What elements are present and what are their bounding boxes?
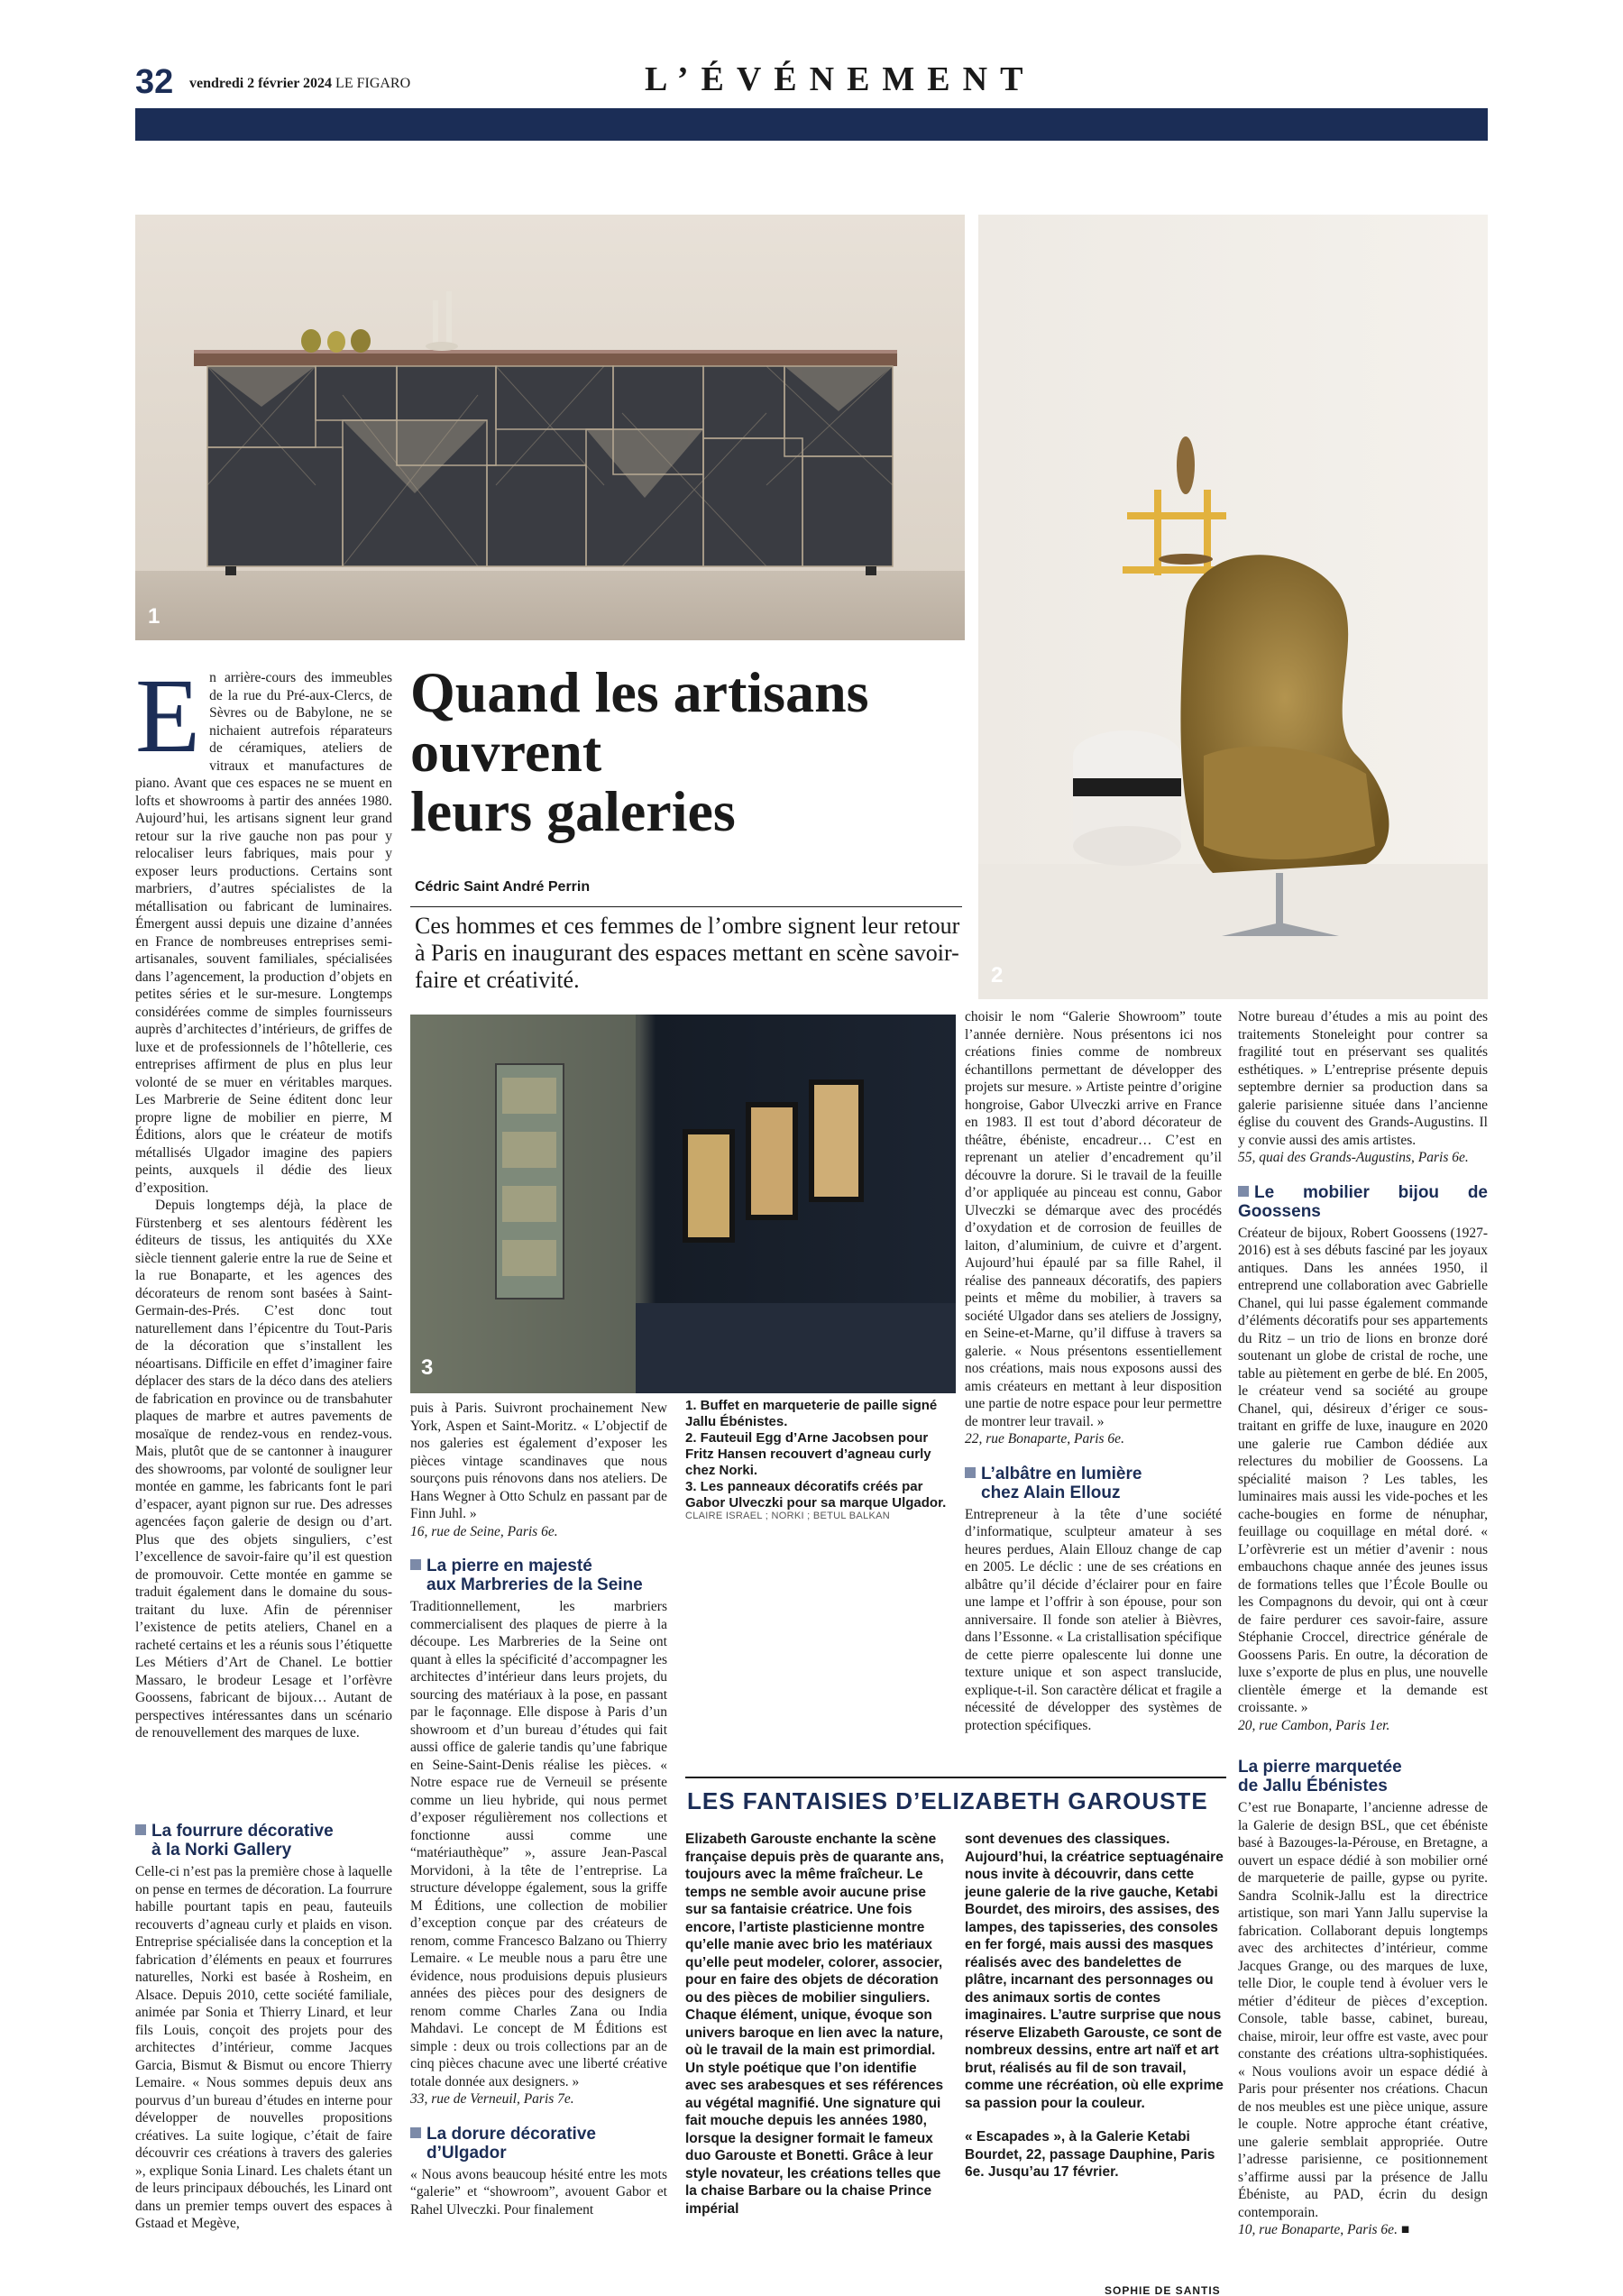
column-5	[1238, 1008, 1488, 2239]
byline: Cédric Saint André Perrin	[415, 879, 591, 895]
photo-buffet	[135, 215, 965, 640]
subhead-marbreries	[410, 1557, 667, 1594]
subhead-line: L’albâtre en lumière	[981, 1464, 1142, 1483]
subhead-goossens	[1238, 1183, 1488, 1221]
subhead-line: La pierre en majesté	[426, 1557, 592, 1575]
subhead-ellouz	[965, 1465, 1222, 1502]
article-title	[410, 660, 869, 843]
box-paragraph: sont devenues des classiques. Aujourd’hui, la créatrice septuagénaire nous invite à découvrir, dans cette jeune galerie de la rive gauche, Ketabi Bourdet, des miroirs, des assises, des lampes, des tapisseries, des consoles en fer forgé, mais aussi des masques réalisés avec des bandelettes de plâtre, incarnant des personnages ou des animaux sortis de contes imaginaires. L’autre surprise que nous réserve Elizabeth Garouste, ce sont de nombreux dessins, entre art naïf et art brut, réalisés au fil de son travail, comme une récréation, où elle exprime sa passion pour la couleur.	[965, 1832, 1224, 2111]
caption-line: 3. Les panneaux décoratifs créés par Gabor Ulveczki pour sa marque Ulgador.	[685, 1479, 947, 1511]
body-paragraph: Celle-ci n’est pas la première chose à laquelle on pense en termes de décoration. La fourrure habille pourtant tapis en peau, fauteuils recouverts d’agneau curly et plaids en vison. Entreprise spécialisée dans la conception et la fabrication d’éléments en peaux et fourrures naturelles, Norki est basée à Rosheim, en Alsace. Depuis 2010, cette société familiale, animée par Sonia et Thierry Linard, et leur fils Louis, conçoit des projets pour des architectes d’intérieur, comme Jacques Garcia, Bismut & Bismut ou encore Thierry Lemaire. « Nous sommes depuis deux ans pourvus d’un bureau d’études en interne pour développer de nouvelles propositions créatives. La suite logique, c’était de faire découvrir ces créations à travers des galeries », explique Sonia Linard. Les chalets étant un de leurs principaux débouchés, les Linard ont dans un premier temps ouvert des espaces à Gstaad et Megève,	[135, 1864, 392, 2231]
caption-line: 1. Buffet en marqueterie de paille signé Jallu Ébénistes.	[685, 1398, 938, 1429]
section-title: L’ÉVÉNEMENT	[645, 60, 1036, 98]
buffet-illustration	[135, 215, 965, 640]
bullet-square	[965, 1467, 976, 1478]
box-info: « Escapades », à la Galerie Ketabi Bourdet, 22, passage Dauphine, Paris 6e. Jusqu’au 17 février.	[965, 2129, 1215, 2180]
body-paragraph: C’est rue Bonaparte, l’ancienne adresse de la Galerie de design BSL, que cet ébéniste basé à Bazouges-la-Pérouse, en Bretagne, a ouvert un espace dédié à son mobilier orné de marqueterie de paille, gypse ou pyrite. Sandra Scolnik-Jallu est la directrice artistique, son mari Yann Jallu supervise la fabrication. Collaborant depuis longtemps avec des architectes d’intérieur, comme Jacques Grange, ou des marques de luxe, telle Dior, le couple tend à évoluer vers le métier d’éditeur de pièces d’exception. Console, table basse, cabinet, bureau, chaise, miroir, leur offre est vaste, avec pour constante des créations ultra-sophistiquées. « Nous voulions avoir un espace dédié à Paris pour présenter nos créations. Chacun de nos meubles est une pièce unique, assure le couple. Notre approche étant créative, une galerie semblait appropriée. Outre l’adresse parisienne, ce positionnement s’affirme aussi par la présence de Jallu Ébéniste, au PAD, écrin du design contemporain.	[1238, 1800, 1488, 2220]
bullet-square	[410, 2127, 421, 2138]
subhead-line: Le mobilier bijou de Goossens	[1238, 1182, 1488, 1221]
body-paragraph: Créateur de bijoux, Robert Goossens (1927-2016) est à ses débuts fasciné par les joyaux antiques. Dans les années 1950, il entreprend une collaboration avec Gabrielle Chanel, qui lui passe également commande d’éléments décoratifs pour ses appartements du Ritz – un trio de lions en bronze doré soutenant un globe de cristal de roche, une table au piètement en gerbe de blé. En 2005, le créateur vend sa société au groupe Chanel, qui, désireux d’ériger ce sous-traitant en griffe de luxe, inaugure en 2020 une galerie rue Cambon dédiée aux relectures du mobilier de Goossens. La spécialité maison ? Les tables, les luminaires mais aussi les vide-poches et les cache-bougies en forme de nénuphar, feuillage ou coquillage en métal doré. « L’orfèvrerie est un métier d’avenir : nous embauchons chaque année des jeunes issus de formations telles que l’École Boulle ou les Compagnons du devoir, qui ont à cœur de faire perdurer ces savoir-faire, assure Stéphanie Croccel, directrice générale de Goossens Paris. En outre, la décoration de luxe s’exporte de plus en plus, une nouvelle clientèle émerge et la demande est croissante. »	[1238, 1225, 1488, 1715]
body-paragraph: Traditionnellement, les marbriers commercialisent des plaques de pierre à la découpe. Les Marbreries de la Seine ont quant à elles la spécificité d’accompagner les architectes d’intérieur dans leurs projets, du sourcing des matériaux à la pose, en passant par le façonnage. Elle dispose à Paris d’un showroom et d’un bureau d’études qui fait aussi office de galerie tandis qu’une fabrique en Seine-Saint-Denis réalise les pièces. « Notre espace rue de Verneuil se présente comme un lieu hybride, qui nous permet d’exposer régulièrement nos collections et fonctionne aussi comme une “matériauthèque” », assure Jean-Pascal Morvidoni, à la tête de l’entreprise. La structure développe également, sous la griffe M Éditions, une collection de mobilier d’exception conçue par des créateurs de renom, comme Francesco Balzano ou Thierry Lemaire. « Le meuble nous a paru être une évidence, nous produisions depuis plusieurs années des pièces pour des designers de renom comme Charles Zana ou India Mahdavi. Le concept de M Éditions est simple : deux ou trois collections par an de cinq pièces chacune avec une liberté créative totale donnée aux designers. »	[410, 1599, 667, 2089]
caption-line: 2. Fauteuil Egg d’Arne Jacobsen pour Fritz Hansen recouvert d’agneau curly chez Norki.	[685, 1430, 931, 1478]
subhead-line: chez Alain Ellouz	[981, 1483, 1121, 1502]
column-4	[965, 1008, 1222, 1734]
body-paragraph: Depuis longtemps déjà, la place de Fürstenberg et ses alentours fédèrent les éditeurs de tissus, les antiquités du XXe siècle tiennent galerie entre la rue de Seine et la rue Bonaparte, et les agences des décorateurs de renom sont basées à Saint-Germain-des-Prés. C’est donc tout naturellement dans l’épicentre du Tout-Paris de la décoration que s’installent les néoartisans. Difficile en effet d’imaginer faire déplacer des stars de la déco dans des ateliers de fabrication en province ou de transbahuter plaques de marbre et autres pavements de mosaïque de rendez-vous en rendez-vous. Mais, plutôt que de se cantonner à inaugurer des showrooms, par volonté de souligner leur montée en gamme, les fabricants font le pari d’espacer, ayant pignon sur rue. Des adresses agencées façon galerie de design ou d’art. Plus que des objets singuliers, c’est l’excellence de savoir-faire qu’il est question de promouvoir. Cette montée en gamme se traduit également dans le domaine du sous-traitant du luxe. Afin de pérenniser l’existence de petits ateliers, Chanel en a racheté certains et les a réunis sous l’étiquette Les Métiers d’Art de Chanel. Le bottier Massaro, le brodeur Lesage et l’orfèvre Goossens, fabricant de bijoux… Autant de perspectives intéressantes dans un scénario de renouvellement des marques de luxe.	[135, 1198, 392, 1740]
subhead-line: à la Norki Gallery	[151, 1841, 292, 1860]
bullet-square	[1238, 1186, 1249, 1197]
header-bar	[135, 108, 1488, 141]
address: 10, rue Bonaparte, Paris 6e. ■	[1238, 2222, 1410, 2237]
subhead-line: de Jallu Ébénistes	[1238, 1777, 1388, 1795]
photo-number-3: 3	[421, 1355, 434, 1380]
photo-caption	[685, 1398, 956, 1511]
title-line: ouvrent	[410, 720, 602, 784]
intro-paragraph: n arrière-cours des immeubles de la rue du Pré-aux-Clercs, de Sèvres ou de Babylone, ne se nichaient autrefois réparateurs de céramiques, ateliers de vitraux et manufactures de piano. Avant que ces espaces ne se muent en lofts et showrooms à partir des années 1980. Aujourd’hui, les artisans signent leur grand retour sur la rive gauche non pas pour y relocaliser leurs fabriques, mais pour y exposer leurs productions. Certains sont marbriers, d’autres spécialistes de la métallisation ou fabricant de luminaires. Émergent aussi depuis une dizaine d’années en France de nombreuses entreprises semi-artisanales, souvent familiales, spécialisées dans l’agencement, la production d’objets en petites séries et le sur-mesure. Longtemps considérées comme de simples fournisseurs auprès d’architectes d’intérieurs, de griffes de luxe et de professionnels de l’hôtellerie, ces entreprises affirment de plus en plus leur volonté de se muer en véritables marques. Les Marbrerie de Seine éditent donc leur propre ligne de mobilier en pierre, M Éditions, alors que le créateur de motifs métallisés Ulgador imagine des papiers peints, auxquels il dédie des lieux d’exposition.	[135, 670, 392, 1196]
drop-cap: E	[135, 657, 201, 775]
address: 16, rue de Seine, Paris 6e.	[410, 1523, 558, 1539]
photo-credit: CLAIRE ISRAEL ; NORKI ; BETUL BALKAN	[685, 1511, 890, 1521]
egg-chair-illustration	[978, 215, 1488, 999]
bullet-square	[135, 1824, 146, 1835]
column-1	[135, 657, 392, 1742]
body-paragraph: Notre bureau d’études a mis au point des traitements Stoneleight pour contrer sa fragilité tout en préservant ses qualités esthétiques. » L’entreprise présente depuis septembre dernier sa production dans sa galerie parisienne située dans l’ancienne église du couvent des Grands-Augustins. Il y convie aussi des amis artistes.	[1238, 1009, 1488, 1148]
address: 33, rue de Verneuil, Paris 7e.	[410, 2091, 574, 2107]
body-paragraph: puis à Paris. Suivront prochainement New York, Aspen et Saint-Moritz. « L’objectif de nos galeries est également d’exposer les pièces vintage scandinaves que nous sourçons puis rénovons dans nos ateliers. De Hans Wegner à Otto Schulz en passant par de Finn Juhl. »	[410, 1401, 667, 1521]
box-column-2	[965, 1831, 1226, 2181]
subhead-ulgador	[410, 2125, 667, 2163]
subhead-line: d’Ulgador	[426, 2143, 507, 2163]
date-text: vendredi 2 février 2024	[189, 76, 333, 91]
bullet-square	[410, 1559, 421, 1570]
address: 22, rue Bonaparte, Paris 6e.	[965, 1431, 1124, 1446]
subhead-line: La fourrure décorative	[151, 1822, 334, 1841]
subhead-jallu	[1238, 1758, 1488, 1795]
article-lede: Ces hommes et ces femmes de l’ombre signent leur retour à Paris en inaugurant des espaces mettant en scène savoir-faire et créativité.	[415, 913, 960, 993]
title-line: leurs galeries	[410, 779, 736, 843]
body-paragraph: « Nous avons beaucoup hésité entre les mots “galerie” et “showroom”, avouent Gabor et Rahel Ulveczki. Pour finalement	[410, 2166, 667, 2218]
photo-number-1: 1	[148, 604, 160, 629]
column-1-norki	[135, 1822, 392, 2233]
body-paragraph: Entrepreneur à la tête d’une société d’informatique, sculpteur amateur à ses heures perdues, Alain Ellouz change de cap en 2005. Le déclic : une de ses créations en albâtre qu’il décide d’éclairer pour en faire une lampe et l’offrir à son épouse, pour son anniversaire. Il fonde son atelier à Bièvres, dans l’Essonne. « La cristallisation spécifique de cette pierre opalescente lui donne une texture unique et son aspect translucide, explique-t-il. Son caractère délicat et fragile a nécessité de développer des systèmes de protection spécifiques.	[965, 1506, 1222, 1733]
box-paragraph: Elizabeth Garouste enchante la scène française depuis près de quarante ans, toujours avec la même fraîcheur. Le temps ne semble avoir aucune prise sur sa fantaisie créatrice. Une fois encore, l’artiste plasticienne montre qu’elle manie avec brio les matériaux qu’elle peut modeler, colorer, associer, pour en faire des objets de décoration ou des pièces de mobilier singuliers. Chaque élément, unique, évoque son univers baroque en lien avec la nature, où le travail de la main est primordial. Un style poétique que l’on identifie avec ses arabesques et ses références au végétal magnifié. Une signature qui fait mouche depuis les années 1980, lorsque la designer formait le fameux duo Garouste et Bonetti. Grâce à leur style novateur, les créations telles que la chaise Barbare ou la chaise Prince impérial	[685, 1832, 944, 2217]
title-line: Quand les artisans	[410, 660, 869, 724]
issue-date	[189, 76, 410, 92]
photo-panels	[410, 1015, 956, 1393]
newspaper-name: LE FIGARO	[335, 76, 411, 91]
subhead-norki	[135, 1822, 392, 1860]
box-column-1	[685, 1831, 947, 2218]
body-paragraph: choisir le nom “Galerie Showroom” toute l’année dernière. Nous présentons ici nos créations finies comme de nombreux échantillons permettant de développer des projets sur mesure. » Artiste peintre d’origine hongroise, Gabor Ulveczki arrive en France en 1983. Il est tout d’abord décorateur de théâtre, ébéniste, encadreur… C’est en reprenant un atelier d’encadrement qu’il découvre la dorure. Si le travail de la feuille d’or appliquée au pinceau est connu, Gabor Ulveczki se démarque avec des procédés d’oxydation et de corrosion de feuilles de laiton, d’aluminium, de cuivre et d’argent. Aujourd’hui épaulé par sa fille Rahel, il réalise des panneaux décoratifs, des papiers peints et même du mobilier, à travers sa société Ulgador dans ses ateliers de Jossigny, en Seine-et-Marne, qu’il diffuse à travers sa galerie. « Nous présentons essentiellement nos créations, mais nous exposons aussi des amis créateurs en mettant à leur disposition une partie de notre espace pour leur permettre de montrer leur travail. »	[965, 1009, 1222, 1429]
box-rule	[685, 1777, 1226, 1778]
subhead-line: La dorure décorative	[426, 2124, 596, 2144]
subhead-line: aux Marbreries de la Seine	[426, 1575, 643, 1594]
title-rule	[410, 906, 962, 907]
photo-egg-chair	[978, 215, 1488, 999]
panels-illustration	[410, 1015, 956, 1393]
address: 55, quai des Grands-Augustins, Paris 6e.	[1238, 1150, 1469, 1165]
subhead-line: La pierre marquetée	[1238, 1758, 1402, 1777]
address: 20, rue Cambon, Paris 1er.	[1238, 1717, 1390, 1733]
box-title: LES FANTAISIES D’ELIZABETH GAROUSTE	[687, 1787, 1208, 1814]
column-2	[410, 1400, 667, 2218]
photo-number-2: 2	[991, 963, 1004, 987]
page-number: 32	[135, 63, 174, 101]
box-signature: SOPHIE DE SANTIS	[1105, 2284, 1221, 2296]
